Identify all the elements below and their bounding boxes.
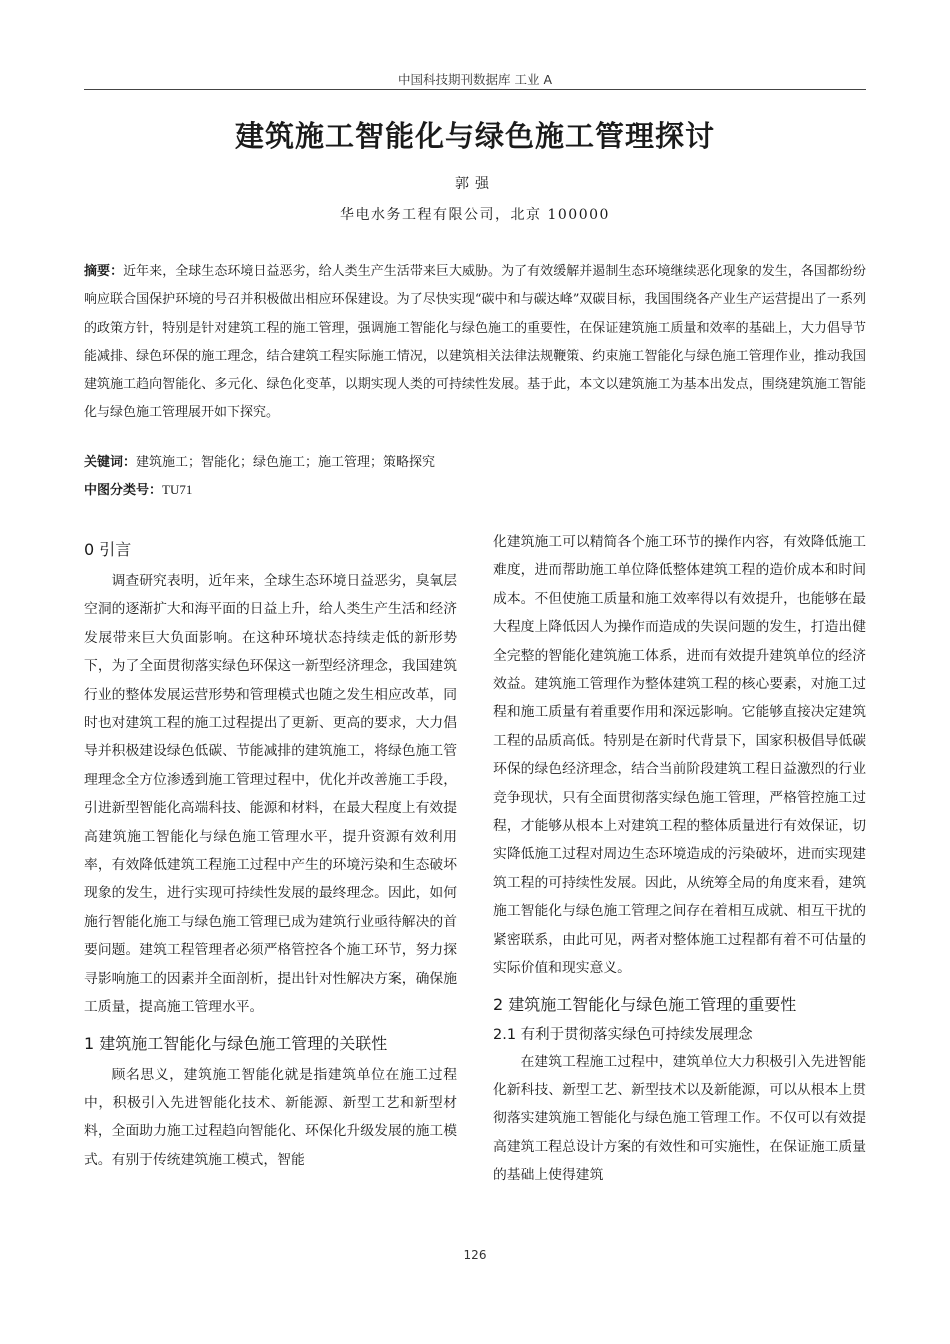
section-1-paragraph-part-1: 顾名思义，建筑施工智能化就是指建筑单位在施工过程中，积极引入先进智能化技术、新能源、新型工艺和新型材料，全面助力施工过程趋向智能化、环保化升级发展的施工模式。有别于传统建筑施工模式，智能 — [84, 1066, 457, 1168]
right-column — [493, 528, 866, 1190]
classification — [84, 479, 866, 498]
left-column — [84, 528, 457, 1174]
page-number: 126 — [463, 1248, 487, 1262]
article-author: 郭强 — [455, 176, 495, 192]
abstract-label: 摘要： — [84, 264, 124, 279]
section-0-heading: 0 引言 — [84, 540, 132, 559]
article-affiliation: 华电水务工程有限公司，北京 100000 — [340, 207, 610, 223]
keywords-text: 建筑施工；智能化；绿色施工；施工管理；策略探究 — [136, 455, 436, 470]
section-2-heading: 2 建筑施工智能化与绿色施工管理的重要性 — [493, 994, 797, 1014]
classification-text: TU71 — [162, 482, 193, 497]
section-0-paragraph: 调查研究表明，近年来，全球生态环境日益恶劣，臭氧层空洞的逐渐扩大和海平面的日益上升，给人类生产生活和经济发展带来巨大负面影响。在这种环境状态持续走低的新形势下，为了全面贯彻落实绿色环保这一新型经济理念，我国建筑行业的整体发展运营形势和管理模式也随之发生相应改革，同时也对建筑工程的施工过程提出了更新、更高的要求，大力倡导并积极建设绿色低碳、节能减排的建筑施工，将绿色施工管理理念全方位渗透到施工管理过程中，优化并改善施工手段，引进新型智能化高端科技、能源和材料，在最大程度上有效提高建筑施工智能化与绿色施工管理水平，提升资源有效利用率，有效降低建筑工程施工过程中产生的环境污染和生态破坏现象的发生，进行实现可持续性发展的最终理念。因此，如何施行智能化施工与绿色施工管理已成为建筑行业亟待解决的首要问题。建筑工程管理者必须严格管控各个施工环节，努力探寻影响施工的因素并全面剖析，提出针对性解决方案，确保施工质量，提高施工管理水平。 — [84, 573, 457, 1016]
section-1-heading: 1 建筑施工智能化与绿色施工管理的关联性 — [84, 1033, 388, 1053]
header-rule — [84, 89, 866, 90]
keywords — [84, 451, 866, 470]
article-title: 建筑施工智能化与绿色施工管理探讨 — [234, 119, 715, 153]
section-1-paragraph-part-2: 化建筑施工可以精简各个施工环节的操作内容，有效降低施工难度，进而帮助施工单位降低整体建筑工程的造价成本和时间成本。不但使施工质量和施工效率得以有效提升，也能够在最大程度上降低因人为操作而造成的失误问题的发生，打造出健全完整的智能化建筑施工体系，进而有效提升建筑单位的经济效益。建筑施工管理作为整体建筑工程的核心要素，对施工过程和施工质量有着重要作用和深远影响。它能够直接决定建筑工程的品质高低。特别是在新时代背景下，国家积极倡导低碳环保的绿色经济理念，结合当前阶段建筑工程日益激烈的行业竞争现状，只有全面贯彻落实绿色施工管理，严格管控施工过程，才能够从根本上对建筑工程的整体质量进行有效保证，切实降低施工过程对周边生态环境造成的污染破坏，进而实现建筑工程的可持续性发展。因此，从统筹全局的角度来看，建筑施工智能化与绿色施工管理之间存在着相互成就、相互干扰的紧密联系，由此可见，两者对整体施工过程都有着不可估量的实际价值和现实意义。 — [493, 534, 866, 977]
abstract-text: 近年来，全球生态环境日益恶劣，给人类生产生活带来巨大威胁。为了有效缓解并遏制生态环境继续恶化现象的发生，各国都纷纷响应联合国保护环境的号召并积极做出相应环保建设。为了尽快实现“碳中和与碳达峰”双碳目标，我国围绕各产业生产运营提出了一系列的政策方针，特别是针对建筑工程的施工管理，强调施工智能化与绿色施工的重要性，在保证建筑施工质量和效率的基础上，大力倡导节能减排、绿色环保的施工理念，结合建筑工程实际施工情况，以建筑相关法律法规鞭策、约束施工智能化与绿色施工管理作业，推动我国建筑施工趋向智能化、多元化、绿色化变革，以期实现人类的可持续性发展。基于此，本文以建筑施工为基本出发点，围绕建筑施工智能化与绿色施工管理展开如下探究。 — [84, 264, 866, 421]
abstract — [84, 258, 866, 428]
section-2-1-heading: 2.1 有利于贯彻落实绿色可持续发展理念 — [493, 1026, 753, 1043]
classification-label: 中图分类号： — [84, 483, 163, 498]
section-2-1-paragraph: 在建筑工程施工过程中，建筑单位大力积极引入先进智能化新科技、新型工艺、新型技术以及新能源，可以从根本上贯彻落实建筑施工智能化与绿色施工管理工作。不仅可以有效提高建筑工程总设计方案的有效性和可实施性，在保证施工质量的基础上使得建筑 — [493, 1053, 866, 1184]
running-header: 中国科技期刊数据库 工业 A — [398, 72, 552, 87]
keywords-label: 关键词： — [84, 455, 137, 470]
